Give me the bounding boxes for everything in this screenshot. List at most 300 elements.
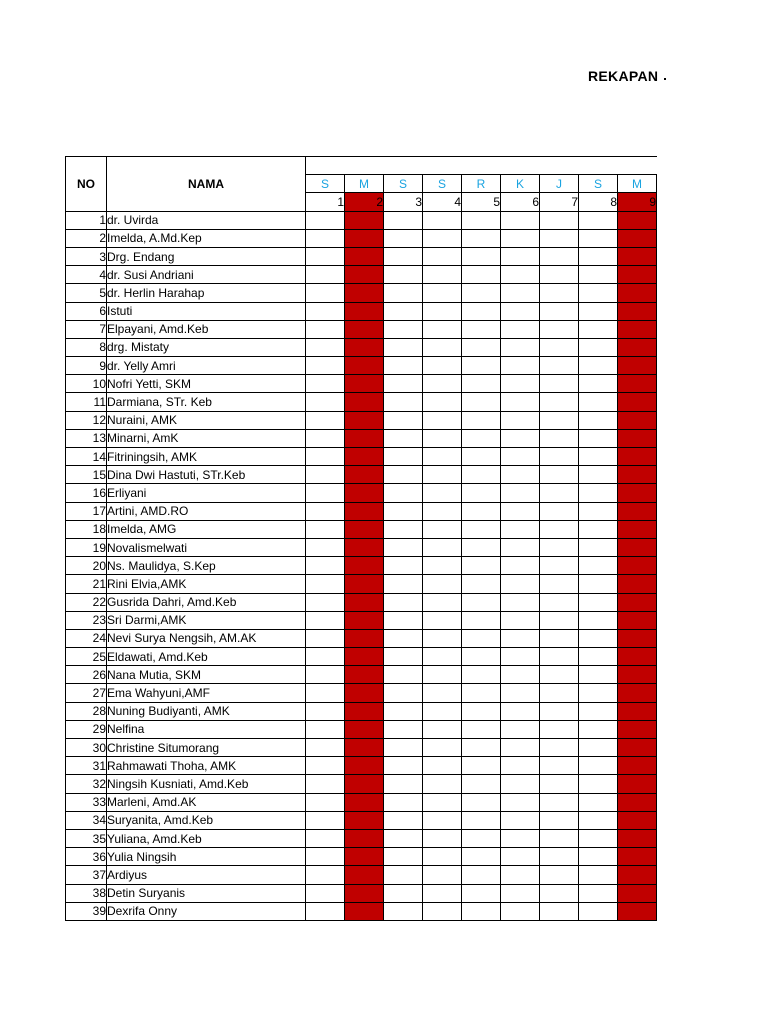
attendance-cell[interactable] — [423, 684, 462, 702]
attendance-cell[interactable] — [618, 284, 657, 302]
attendance-cell[interactable] — [345, 702, 384, 720]
attendance-cell[interactable] — [423, 466, 462, 484]
attendance-cell[interactable] — [345, 393, 384, 411]
attendance-cell[interactable] — [462, 411, 501, 429]
attendance-cell[interactable] — [423, 720, 462, 738]
attendance-cell[interactable] — [462, 448, 501, 466]
attendance-cell[interactable] — [618, 320, 657, 338]
attendance-cell[interactable] — [579, 484, 618, 502]
attendance-cell[interactable] — [501, 466, 540, 484]
attendance-cell[interactable] — [618, 829, 657, 847]
attendance-cell[interactable] — [462, 357, 501, 375]
attendance-cell[interactable] — [423, 739, 462, 757]
attendance-cell[interactable] — [501, 793, 540, 811]
attendance-cell[interactable] — [501, 648, 540, 666]
attendance-cell[interactable] — [618, 211, 657, 229]
attendance-cell[interactable] — [579, 284, 618, 302]
attendance-cell[interactable] — [540, 520, 579, 538]
attendance-cell[interactable] — [618, 357, 657, 375]
day-number-cell[interactable]: 6 — [501, 193, 540, 211]
attendance-cell[interactable] — [618, 247, 657, 265]
attendance-cell[interactable] — [423, 211, 462, 229]
attendance-cell[interactable] — [540, 466, 579, 484]
attendance-cell[interactable] — [345, 648, 384, 666]
attendance-cell[interactable] — [462, 320, 501, 338]
attendance-cell[interactable] — [384, 775, 423, 793]
attendance-cell[interactable] — [345, 338, 384, 356]
attendance-cell[interactable] — [618, 448, 657, 466]
attendance-cell[interactable] — [501, 811, 540, 829]
attendance-cell[interactable] — [306, 411, 345, 429]
attendance-cell[interactable] — [384, 611, 423, 629]
attendance-cell[interactable] — [501, 502, 540, 520]
attendance-cell[interactable] — [540, 611, 579, 629]
attendance-cell[interactable] — [501, 375, 540, 393]
attendance-cell[interactable] — [345, 811, 384, 829]
attendance-cell[interactable] — [540, 411, 579, 429]
attendance-cell[interactable] — [579, 466, 618, 484]
day-number-cell[interactable]: 5 — [462, 193, 501, 211]
attendance-cell[interactable] — [345, 866, 384, 884]
attendance-cell[interactable] — [384, 866, 423, 884]
attendance-cell[interactable] — [306, 757, 345, 775]
attendance-cell[interactable] — [462, 884, 501, 902]
attendance-cell[interactable] — [540, 357, 579, 375]
attendance-cell[interactable] — [618, 593, 657, 611]
attendance-cell[interactable] — [345, 411, 384, 429]
attendance-cell[interactable] — [501, 247, 540, 265]
attendance-cell[interactable] — [384, 684, 423, 702]
attendance-cell[interactable] — [462, 502, 501, 520]
attendance-cell[interactable] — [306, 393, 345, 411]
attendance-cell[interactable] — [462, 266, 501, 284]
attendance-cell[interactable] — [384, 338, 423, 356]
attendance-cell[interactable] — [462, 302, 501, 320]
attendance-cell[interactable] — [423, 284, 462, 302]
attendance-cell[interactable] — [540, 720, 579, 738]
attendance-cell[interactable] — [423, 557, 462, 575]
attendance-cell[interactable] — [384, 739, 423, 757]
attendance-cell[interactable] — [501, 357, 540, 375]
attendance-cell[interactable] — [423, 884, 462, 902]
attendance-cell[interactable] — [345, 611, 384, 629]
attendance-cell[interactable] — [540, 829, 579, 847]
attendance-cell[interactable] — [384, 629, 423, 647]
attendance-cell[interactable] — [618, 866, 657, 884]
attendance-cell[interactable] — [501, 411, 540, 429]
attendance-cell[interactable] — [384, 211, 423, 229]
attendance-cell[interactable] — [501, 902, 540, 920]
attendance-cell[interactable] — [345, 848, 384, 866]
attendance-cell[interactable] — [579, 575, 618, 593]
attendance-cell[interactable] — [540, 538, 579, 556]
attendance-cell[interactable] — [462, 666, 501, 684]
attendance-cell[interactable] — [540, 575, 579, 593]
attendance-cell[interactable] — [345, 466, 384, 484]
attendance-cell[interactable] — [579, 357, 618, 375]
attendance-cell[interactable] — [306, 211, 345, 229]
attendance-cell[interactable] — [423, 320, 462, 338]
attendance-cell[interactable] — [579, 611, 618, 629]
attendance-cell[interactable] — [579, 411, 618, 429]
attendance-cell[interactable] — [345, 775, 384, 793]
day-number-cell[interactable]: 7 — [540, 193, 579, 211]
attendance-cell[interactable] — [579, 557, 618, 575]
attendance-cell[interactable] — [540, 211, 579, 229]
attendance-cell[interactable] — [306, 739, 345, 757]
attendance-cell[interactable] — [540, 502, 579, 520]
attendance-cell[interactable] — [501, 448, 540, 466]
attendance-cell[interactable] — [501, 866, 540, 884]
attendance-cell[interactable] — [579, 757, 618, 775]
attendance-cell[interactable] — [462, 648, 501, 666]
attendance-cell[interactable] — [384, 466, 423, 484]
attendance-cell[interactable] — [384, 284, 423, 302]
attendance-cell[interactable] — [579, 520, 618, 538]
attendance-cell[interactable] — [618, 793, 657, 811]
attendance-cell[interactable] — [462, 611, 501, 629]
attendance-cell[interactable] — [423, 829, 462, 847]
attendance-cell[interactable] — [540, 793, 579, 811]
attendance-cell[interactable] — [540, 629, 579, 647]
attendance-cell[interactable] — [345, 229, 384, 247]
attendance-cell[interactable] — [462, 557, 501, 575]
attendance-cell[interactable] — [384, 829, 423, 847]
attendance-cell[interactable] — [579, 538, 618, 556]
attendance-cell[interactable] — [306, 375, 345, 393]
attendance-cell[interactable] — [306, 811, 345, 829]
attendance-cell[interactable] — [306, 538, 345, 556]
attendance-cell[interactable] — [618, 775, 657, 793]
attendance-cell[interactable] — [618, 666, 657, 684]
attendance-cell[interactable] — [462, 739, 501, 757]
day-number-cell[interactable]: 2 — [345, 193, 384, 211]
attendance-cell[interactable] — [618, 229, 657, 247]
attendance-cell[interactable] — [618, 375, 657, 393]
attendance-cell[interactable] — [501, 684, 540, 702]
attendance-cell[interactable] — [501, 557, 540, 575]
attendance-cell[interactable] — [345, 575, 384, 593]
attendance-cell[interactable] — [345, 211, 384, 229]
attendance-cell[interactable] — [462, 866, 501, 884]
attendance-cell[interactable] — [462, 211, 501, 229]
attendance-cell[interactable] — [462, 629, 501, 647]
attendance-cell[interactable] — [384, 702, 423, 720]
attendance-cell[interactable] — [423, 902, 462, 920]
attendance-cell[interactable] — [618, 684, 657, 702]
attendance-cell[interactable] — [618, 884, 657, 902]
attendance-cell[interactable] — [618, 811, 657, 829]
attendance-cell[interactable] — [423, 411, 462, 429]
attendance-cell[interactable] — [345, 538, 384, 556]
attendance-cell[interactable] — [579, 393, 618, 411]
attendance-cell[interactable] — [306, 575, 345, 593]
attendance-cell[interactable] — [423, 775, 462, 793]
attendance-cell[interactable] — [345, 902, 384, 920]
attendance-cell[interactable] — [306, 593, 345, 611]
attendance-cell[interactable] — [540, 757, 579, 775]
attendance-cell[interactable] — [540, 811, 579, 829]
attendance-cell[interactable] — [384, 793, 423, 811]
attendance-cell[interactable] — [306, 793, 345, 811]
attendance-cell[interactable] — [540, 593, 579, 611]
attendance-cell[interactable] — [345, 357, 384, 375]
attendance-cell[interactable] — [579, 247, 618, 265]
attendance-cell[interactable] — [345, 757, 384, 775]
attendance-cell[interactable] — [579, 720, 618, 738]
attendance-cell[interactable] — [501, 484, 540, 502]
day-number-cell[interactable]: 4 — [423, 193, 462, 211]
attendance-cell[interactable] — [384, 666, 423, 684]
attendance-cell[interactable] — [501, 611, 540, 629]
attendance-cell[interactable] — [306, 866, 345, 884]
attendance-cell[interactable] — [540, 284, 579, 302]
attendance-cell[interactable] — [462, 775, 501, 793]
attendance-cell[interactable] — [423, 484, 462, 502]
attendance-cell[interactable] — [540, 320, 579, 338]
attendance-cell[interactable] — [384, 320, 423, 338]
attendance-cell[interactable] — [462, 793, 501, 811]
attendance-cell[interactable] — [345, 302, 384, 320]
attendance-cell[interactable] — [462, 902, 501, 920]
attendance-cell[interactable] — [384, 229, 423, 247]
attendance-cell[interactable] — [384, 484, 423, 502]
attendance-cell[interactable] — [579, 739, 618, 757]
attendance-cell[interactable] — [306, 611, 345, 629]
attendance-cell[interactable] — [501, 393, 540, 411]
attendance-cell[interactable] — [579, 320, 618, 338]
attendance-cell[interactable] — [540, 429, 579, 447]
attendance-cell[interactable] — [579, 793, 618, 811]
attendance-cell[interactable] — [501, 338, 540, 356]
attendance-cell[interactable] — [618, 720, 657, 738]
attendance-cell[interactable] — [618, 338, 657, 356]
attendance-cell[interactable] — [540, 266, 579, 284]
attendance-cell[interactable] — [345, 520, 384, 538]
attendance-cell[interactable] — [306, 466, 345, 484]
attendance-cell[interactable] — [618, 848, 657, 866]
attendance-cell[interactable] — [384, 811, 423, 829]
attendance-cell[interactable] — [540, 702, 579, 720]
attendance-cell[interactable] — [384, 648, 423, 666]
attendance-cell[interactable] — [384, 411, 423, 429]
attendance-cell[interactable] — [306, 320, 345, 338]
attendance-cell[interactable] — [345, 829, 384, 847]
attendance-cell[interactable] — [501, 829, 540, 847]
attendance-cell[interactable] — [579, 775, 618, 793]
attendance-cell[interactable] — [462, 247, 501, 265]
day-number-cell[interactable]: 8 — [579, 193, 618, 211]
attendance-cell[interactable] — [462, 848, 501, 866]
attendance-cell[interactable] — [540, 684, 579, 702]
attendance-cell[interactable] — [501, 284, 540, 302]
attendance-cell[interactable] — [618, 575, 657, 593]
attendance-cell[interactable] — [579, 648, 618, 666]
attendance-cell[interactable] — [384, 393, 423, 411]
attendance-cell[interactable] — [501, 538, 540, 556]
day-number-cell[interactable]: 3 — [384, 193, 423, 211]
attendance-cell[interactable] — [579, 375, 618, 393]
attendance-cell[interactable] — [579, 866, 618, 884]
attendance-cell[interactable] — [423, 757, 462, 775]
attendance-cell[interactable] — [384, 557, 423, 575]
attendance-cell[interactable] — [384, 884, 423, 902]
attendance-cell[interactable] — [423, 811, 462, 829]
attendance-cell[interactable] — [423, 338, 462, 356]
attendance-cell[interactable] — [345, 320, 384, 338]
attendance-cell[interactable] — [501, 848, 540, 866]
attendance-cell[interactable] — [345, 593, 384, 611]
attendance-cell[interactable] — [345, 629, 384, 647]
attendance-cell[interactable] — [579, 429, 618, 447]
attendance-cell[interactable] — [540, 393, 579, 411]
attendance-cell[interactable] — [618, 266, 657, 284]
attendance-cell[interactable] — [306, 484, 345, 502]
attendance-cell[interactable] — [345, 266, 384, 284]
attendance-cell[interactable] — [423, 520, 462, 538]
attendance-cell[interactable] — [501, 775, 540, 793]
attendance-cell[interactable] — [462, 720, 501, 738]
attendance-cell[interactable] — [345, 666, 384, 684]
attendance-cell[interactable] — [462, 520, 501, 538]
attendance-cell[interactable] — [306, 684, 345, 702]
attendance-cell[interactable] — [423, 793, 462, 811]
attendance-cell[interactable] — [540, 302, 579, 320]
attendance-cell[interactable] — [384, 502, 423, 520]
attendance-cell[interactable] — [462, 829, 501, 847]
attendance-cell[interactable] — [579, 266, 618, 284]
attendance-cell[interactable] — [345, 484, 384, 502]
attendance-cell[interactable] — [579, 829, 618, 847]
attendance-cell[interactable] — [423, 666, 462, 684]
attendance-cell[interactable] — [306, 266, 345, 284]
attendance-cell[interactable] — [540, 338, 579, 356]
attendance-cell[interactable] — [501, 629, 540, 647]
attendance-cell[interactable] — [618, 520, 657, 538]
attendance-cell[interactable] — [345, 684, 384, 702]
attendance-cell[interactable] — [306, 448, 345, 466]
attendance-cell[interactable] — [579, 593, 618, 611]
attendance-cell[interactable] — [579, 848, 618, 866]
attendance-cell[interactable] — [423, 375, 462, 393]
attendance-cell[interactable] — [423, 611, 462, 629]
attendance-cell[interactable] — [579, 338, 618, 356]
attendance-cell[interactable] — [306, 284, 345, 302]
attendance-cell[interactable] — [618, 502, 657, 520]
attendance-cell[interactable] — [501, 266, 540, 284]
attendance-cell[interactable] — [306, 520, 345, 538]
attendance-cell[interactable] — [306, 629, 345, 647]
attendance-cell[interactable] — [540, 648, 579, 666]
attendance-cell[interactable] — [345, 557, 384, 575]
attendance-cell[interactable] — [462, 538, 501, 556]
attendance-cell[interactable] — [462, 393, 501, 411]
attendance-cell[interactable] — [423, 702, 462, 720]
attendance-cell[interactable] — [462, 593, 501, 611]
attendance-cell[interactable] — [306, 357, 345, 375]
attendance-cell[interactable] — [501, 757, 540, 775]
attendance-cell[interactable] — [345, 739, 384, 757]
attendance-cell[interactable] — [345, 375, 384, 393]
attendance-cell[interactable] — [618, 629, 657, 647]
attendance-cell[interactable] — [462, 429, 501, 447]
attendance-cell[interactable] — [540, 902, 579, 920]
attendance-cell[interactable] — [423, 648, 462, 666]
attendance-cell[interactable] — [384, 302, 423, 320]
attendance-cell[interactable] — [462, 702, 501, 720]
attendance-cell[interactable] — [384, 429, 423, 447]
attendance-cell[interactable] — [618, 429, 657, 447]
attendance-cell[interactable] — [306, 902, 345, 920]
attendance-cell[interactable] — [306, 557, 345, 575]
attendance-cell[interactable] — [423, 393, 462, 411]
attendance-cell[interactable] — [306, 502, 345, 520]
attendance-cell[interactable] — [462, 811, 501, 829]
attendance-cell[interactable] — [306, 720, 345, 738]
attendance-cell[interactable] — [306, 229, 345, 247]
attendance-cell[interactable] — [540, 375, 579, 393]
attendance-cell[interactable] — [540, 247, 579, 265]
attendance-cell[interactable] — [540, 884, 579, 902]
attendance-cell[interactable] — [345, 448, 384, 466]
attendance-cell[interactable] — [423, 502, 462, 520]
attendance-cell[interactable] — [306, 666, 345, 684]
attendance-cell[interactable] — [345, 793, 384, 811]
attendance-cell[interactable] — [306, 775, 345, 793]
attendance-cell[interactable] — [501, 320, 540, 338]
attendance-cell[interactable] — [384, 448, 423, 466]
attendance-cell[interactable] — [384, 538, 423, 556]
attendance-cell[interactable] — [384, 575, 423, 593]
attendance-cell[interactable] — [618, 648, 657, 666]
attendance-cell[interactable] — [462, 757, 501, 775]
attendance-cell[interactable] — [579, 629, 618, 647]
attendance-cell[interactable] — [345, 720, 384, 738]
attendance-cell[interactable] — [618, 538, 657, 556]
attendance-cell[interactable] — [501, 739, 540, 757]
attendance-cell[interactable] — [345, 884, 384, 902]
attendance-cell[interactable] — [423, 866, 462, 884]
attendance-cell[interactable] — [579, 884, 618, 902]
day-number-cell[interactable]: 1 — [306, 193, 345, 211]
attendance-cell[interactable] — [540, 775, 579, 793]
attendance-cell[interactable] — [501, 229, 540, 247]
attendance-cell[interactable] — [618, 757, 657, 775]
attendance-cell[interactable] — [540, 557, 579, 575]
attendance-cell[interactable] — [501, 575, 540, 593]
attendance-cell[interactable] — [384, 247, 423, 265]
attendance-cell[interactable] — [462, 229, 501, 247]
attendance-cell[interactable] — [345, 429, 384, 447]
attendance-cell[interactable] — [501, 720, 540, 738]
attendance-cell[interactable] — [423, 266, 462, 284]
attendance-cell[interactable] — [423, 229, 462, 247]
attendance-cell[interactable] — [579, 702, 618, 720]
attendance-cell[interactable] — [501, 429, 540, 447]
attendance-cell[interactable] — [384, 720, 423, 738]
attendance-cell[interactable] — [423, 848, 462, 866]
attendance-cell[interactable] — [384, 375, 423, 393]
attendance-cell[interactable] — [384, 357, 423, 375]
attendance-cell[interactable] — [384, 902, 423, 920]
attendance-cell[interactable] — [618, 466, 657, 484]
attendance-cell[interactable] — [501, 520, 540, 538]
attendance-cell[interactable] — [384, 520, 423, 538]
attendance-cell[interactable] — [306, 829, 345, 847]
attendance-cell[interactable] — [540, 448, 579, 466]
attendance-cell[interactable] — [618, 302, 657, 320]
attendance-cell[interactable] — [462, 338, 501, 356]
